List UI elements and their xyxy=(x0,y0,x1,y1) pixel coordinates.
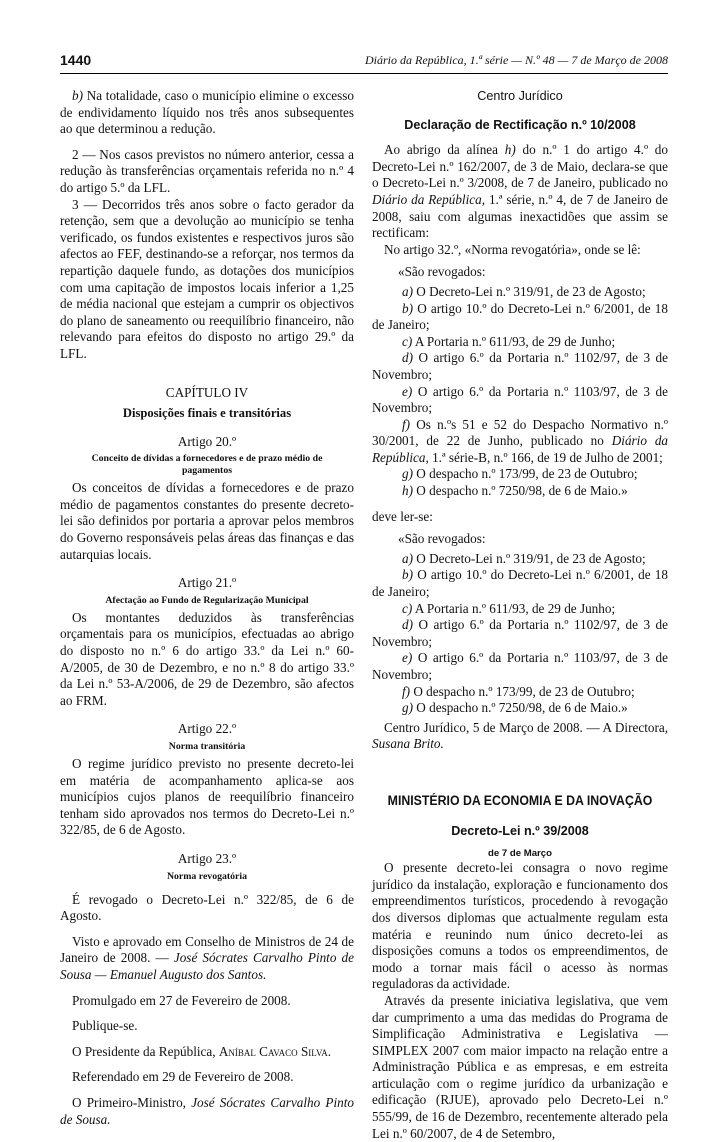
journal-title: Diário da República, 1.ª série — N.º 48 — 7 de Março de 2008 xyxy=(365,53,668,67)
list-item xyxy=(372,551,668,568)
decree-date: de 7 de Março xyxy=(488,848,552,860)
decree-paragraph-1: O presente decreto-lei consagra o novo regime jurídico da instalação, exploração e funcionamento dos empreendimentos turísticos, procedendo à revogação dos diversos diplomas que actualmente regulam esta matéria e reunindo num único decreto-lei as disposições comuns a todos os empreendimentos, de modo a tornar mais fácil o acesso às normas reguladoras da actividade. xyxy=(372,860,668,992)
item-text: O Decreto-Lei n.º 319/91, de 23 de Agosto; xyxy=(413,283,646,299)
item-letter: h) xyxy=(402,483,413,499)
item-letter: c) xyxy=(402,600,413,616)
item-text: O artigo 6.º da Portaria n.º 1103/97, de 3 de Novembro; xyxy=(372,650,668,682)
left-column xyxy=(60,88,354,1128)
visto-signatories: José Sócrates Carvalho Pinto de Sousa — Emanuel Augusto dos Santos. xyxy=(60,950,355,982)
list-item xyxy=(372,350,668,383)
item-text: O despacho n.º 173/99, de 23 de Outubro; xyxy=(410,683,635,699)
list-item xyxy=(372,384,668,417)
list-item xyxy=(372,684,668,701)
item-letter: b) xyxy=(402,567,413,583)
decl-alinea: h) xyxy=(504,142,516,158)
item-letter: a) xyxy=(402,283,413,299)
item-text: O despacho n.º 7250/98, de 6 de Maio.» xyxy=(413,700,628,716)
item-letter: e) xyxy=(402,650,413,666)
declaration-title: Declaração de Rectificação n.º 10/2008 xyxy=(404,117,636,132)
revogados-list-corrected xyxy=(372,551,668,717)
primeiro-ministro xyxy=(60,1095,354,1128)
list-item xyxy=(372,617,668,650)
list-item xyxy=(372,567,668,600)
item-letter: a) xyxy=(402,550,413,566)
visto-text: Visto e aprovado em Conselho de Ministros de 24 de Janeiro de 2008. — xyxy=(60,933,354,966)
item-letter: e) xyxy=(402,383,413,399)
presidente-name: Aníbal Cavaco Silva. xyxy=(218,1043,332,1059)
article-32-note: No artigo 32.º, «Norma revogatória», onde se lê: xyxy=(384,241,641,257)
decl-text-a: Ao abrigo da alínea xyxy=(384,142,499,158)
page-number: 1440 xyxy=(60,52,92,68)
article-20-heading: Artigo 20.º xyxy=(177,433,237,449)
list-item xyxy=(372,334,668,351)
presidente-label: O Presidente da República, xyxy=(72,1043,216,1059)
list-item xyxy=(372,284,668,301)
item-text: O artigo 6.º da Portaria n.º 1103/97, de 3 de Novembro; xyxy=(372,383,668,416)
pm-name: José Sócrates Carvalho Pinto de Sousa. xyxy=(60,1094,354,1127)
signature-text: Centro Jurídico, 5 de Março de 2008. — A Directora, xyxy=(384,719,668,735)
article-20-title: Conceito de dívidas a fornecedores e de prazo médio de pagamentos xyxy=(91,453,323,477)
item-f-text-a: Os n.ºs 51 e 52 do Despacho Normativo n.º 30/2001, de 22 de Junho, publicado no xyxy=(372,416,669,449)
article-23-title: Norma revogatória xyxy=(166,870,248,882)
item-text: O despacho n.º 173/99, de 23 de Outubro; xyxy=(413,466,638,482)
decree-paragraph-2: Através da presente iniciativa legislativa, que vem dar cumprimento a uma das medidas do Programa de Simplificação Administrativa e Legislativa — SIMPLEX 2007 com maior impacto na relação entre a Administração Pública e as empresas, e em estreita articulação com o regime jurídico da urbanização e edificação (RJUE), aprovado pelo Decreto-Lei n.º 555/99, de 16 de Dezembro, recentemente alterado pela Lei n.º 60/2007, de 4 de Setembro, xyxy=(372,992,668,1141)
item-text: O artigo 10.º do Decreto-Lei n.º 6/2001, de 18 de Janeiro; xyxy=(372,567,668,600)
decl-text-c: 1.ª série, n.º 4, de 7 de Janeiro de 2008, saiu com algumas inexactidões que assim se rectificam: xyxy=(372,191,669,241)
article-21-text: Os montantes deduzidos às transferências orçamentais para os municípios, efectuadas ao abrigo do disposto no n.º 6 do artigo 33.º da Lei n.º 60-A/2005, de 30 de Dezembro, e no n.º 8 do artigo 33.º da Lei n.º 53-A/2006, de 29 de Dezembro, são afectos ao FRM. xyxy=(60,609,354,708)
item-letter: f) xyxy=(402,416,411,432)
article-23-heading: Artigo 23.º xyxy=(177,850,237,866)
article-22-heading: Artigo 22.º xyxy=(177,721,237,737)
article-22-title: Norma transitória xyxy=(168,741,246,752)
list-item xyxy=(372,466,668,483)
paragraph-b-text: b) Na totalidade, caso o município elimine o excesso de endividamento líquido nos três anos subsequentes ao que determinou a redução. xyxy=(60,88,354,137)
list-item-f-original xyxy=(372,417,668,467)
item-letter: f) xyxy=(402,683,411,699)
item-text: A Portaria n.º 611/93, de 29 de Junho; xyxy=(412,333,616,349)
visto-paragraph xyxy=(60,934,354,984)
item-text: O Decreto-Lei n.º 319/91, de 23 de Agosto; xyxy=(413,550,646,566)
decl-text-b: do n.º 1 do artigo 4.º do Decreto-Lei n.º 162/2007, de 3 de Maio, declara-se que o Decreto-Lei n.º 3/2008, de 7 de Janeiro, publicado no xyxy=(372,142,668,191)
article-21-title: Afectação ao Fundo de Regularização Municipal xyxy=(105,594,309,606)
article-20-text: Os conceitos de dívidas a fornecedores e de prazo médio de pagamentos constantes do presente decreto-lei são definidos por portaria a aprovar pelos membros do Governo responsáveis pelas áreas das finanças e das autarquias locais. xyxy=(60,480,354,562)
signature-paragraph xyxy=(372,720,668,753)
article-21-heading: Artigo 21.º xyxy=(177,575,237,591)
publique: Publique-se. xyxy=(72,1018,138,1034)
presidente xyxy=(60,1044,354,1061)
paragraph-2: 2 — Nos casos previstos no número anterior, cessa a redução às transferências orçamentais referida no n.º 4 do artigo 5.º da LFL. xyxy=(60,146,354,195)
item-letter: b) xyxy=(72,88,83,103)
item-letter: d) xyxy=(402,617,413,633)
item-text: O artigo 6.º da Portaria n.º 1102/97, de 3 de Novembro; xyxy=(372,350,668,382)
paragraph-3: 3 — Decorridos três anos sobre o facto gerador da retenção, sem que a devolução ao município se tenha verificado, os fundos existentes e respectivos juros são afectos ao FEF, destinando-se a reforçar, nos termos da repartição daquele fundo, as dotações dos municípios com uma capitação de impostos locais inferior a 1,25 de média nacional que estejam a cumprir os objectivos do plano de saneamento ou reequilíbrio financeiro, não relevando para efeitos do disposto no artigo 29.º da LFL. xyxy=(60,196,354,361)
item-letter: c) xyxy=(402,333,413,349)
item-text: O artigo 6.º da Portaria n.º 1102/97, de 3 de Novembro; xyxy=(372,617,668,649)
item-f-text-b: 1.ª série-B, n.º 166, de 19 de Julho de 2001; xyxy=(432,449,663,465)
list-item xyxy=(372,301,668,334)
ministry-heading: MINISTÉRIO DA ECONOMIA E DA INOVAÇÃO xyxy=(387,792,653,808)
article-22-text: O regime jurídico previsto no presente decreto-lei em matéria de acompanhamento aplica-se aos municípios cujos planos de reequilíbrio financeiro tenham sido aprovados nos termos do Decreto-Lei n.º 322/85, de 6 de Agosto. xyxy=(60,756,354,838)
list-item xyxy=(372,700,668,717)
chapter-title: Disposições finais e transitórias xyxy=(122,406,292,421)
article-23-text: É revogado o Decreto-Lei n.º 322/85, de 6 de Agosto. xyxy=(60,891,354,924)
chapter-heading: CAPÍTULO IV xyxy=(165,384,249,400)
item-text: A Portaria n.º 611/93, de 29 de Junho; xyxy=(412,600,616,616)
list-item xyxy=(372,650,668,683)
revogados-open-1: «São revogados: xyxy=(398,264,486,280)
paragraph-b xyxy=(60,88,354,138)
item-f-diario: Diário da República, xyxy=(372,433,669,465)
promulgado: Promulgado em 27 de Fevereiro de 2008. xyxy=(72,992,291,1008)
referendado: Referendado em 29 de Fevereiro de 2008. xyxy=(72,1069,294,1085)
pm-label: O Primeiro-Ministro, xyxy=(72,1094,186,1110)
declaration-text xyxy=(372,142,668,242)
list-item xyxy=(372,601,668,618)
item-letter: d) xyxy=(402,350,413,366)
decree-title: Decreto-Lei n.º 39/2008 xyxy=(451,823,589,838)
signature-name: Susana Brito. xyxy=(372,736,444,752)
revogados-list-original-end xyxy=(372,466,668,499)
item-text: O despacho n.º 7250/98, de 6 de Maio.» xyxy=(413,483,628,499)
item-letter: b) xyxy=(402,300,413,316)
page-header xyxy=(60,52,668,74)
centro-juridico-heading: Centro Jurídico xyxy=(477,89,563,103)
decl-diario: Diário da República, xyxy=(372,191,485,207)
list-item xyxy=(372,483,668,500)
item-text: O artigo 10.º do Decreto-Lei n.º 6/2001, de 18 de Janeiro; xyxy=(372,300,668,333)
item-letter: g) xyxy=(402,700,413,716)
revogados-list-original xyxy=(372,284,668,417)
item-letter: g) xyxy=(402,466,413,482)
deve-ler-se: deve ler-se: xyxy=(372,508,433,524)
right-column xyxy=(372,88,668,1142)
revogados-open-2: «São revogados: xyxy=(398,531,486,547)
